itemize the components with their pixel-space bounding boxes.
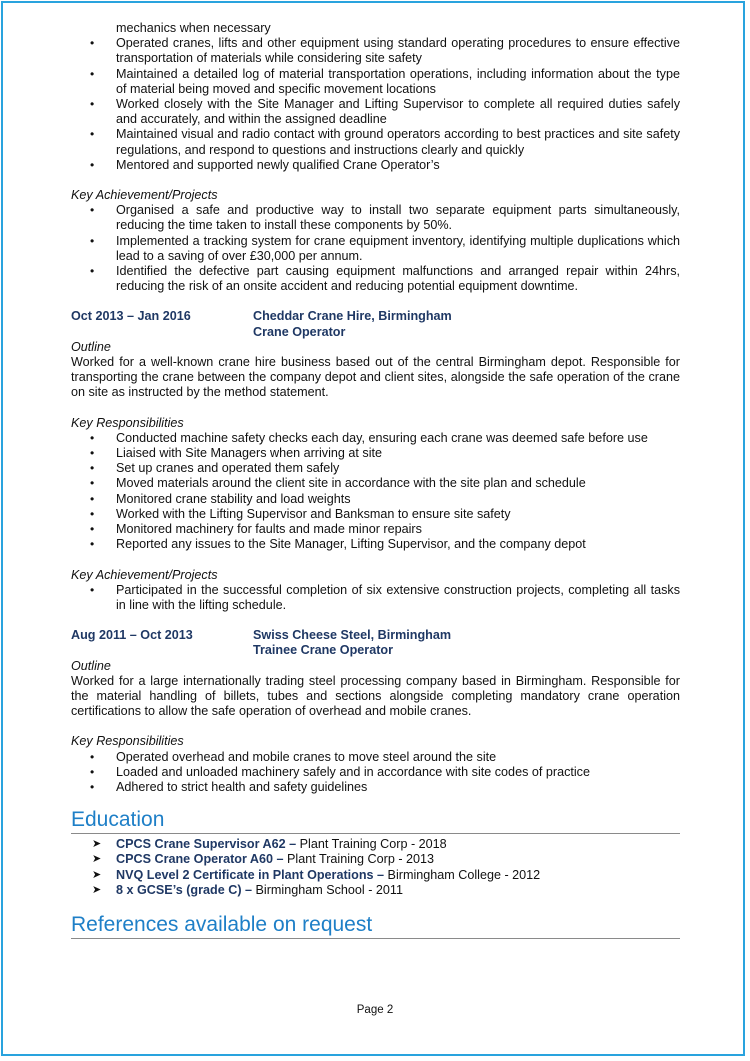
achievement-list	[71, 203, 680, 294]
subheading-responsibilities: Key Responsibilities	[71, 734, 184, 749]
qualification-dash: –	[285, 837, 297, 852]
list-item: • Maintained visual and radio contact with ground operators according to best practices and site safety regulations, and respond to questions and instructions clearly and quickly	[71, 127, 680, 157]
list-item: • Operated overhead and mobile cranes to move steel around the site	[71, 750, 680, 765]
education-item	[71, 837, 680, 852]
job-header	[71, 628, 680, 658]
qualification-dash: –	[273, 852, 284, 867]
qualification-dash: –	[373, 867, 385, 882]
subheading-achievements: Key Achievement/Projects	[71, 567, 218, 582]
list-item: • Participated in the successful completion of six extensive construction projects, completing all tasks in line with the lifting schedule.	[71, 583, 680, 613]
list-item: • Worked closely with the Site Manager and Lifting Supervisor to complete all required duties safely and accurately, and within the assigned deadline	[71, 97, 680, 127]
education-item	[71, 868, 680, 883]
job-title: Crane Operator	[253, 324, 346, 339]
list-item: • Monitored machinery for faults and made minor repairs	[71, 522, 680, 537]
subheading-outline: Outline	[71, 339, 111, 354]
arrow-right-icon: ➤	[92, 838, 102, 851]
qualification-name: 8 x GCSE’s (grade C)	[116, 882, 242, 897]
list-item: • Maintained a detailed log of material transportation operations, including information about the type of material being moved and specific movement locations	[71, 67, 680, 97]
qualification-dash: –	[241, 882, 253, 897]
job-details	[253, 309, 452, 339]
education-item	[71, 883, 680, 898]
job-employer: Swiss Cheese Steel, Birmingham	[253, 628, 452, 643]
list-item: • Conducted machine safety checks each day, ensuring each crane was deemed safe before use	[71, 431, 680, 446]
qualification-name: NVQ Level 2 Certificate in Plant Operations	[116, 867, 374, 882]
achievement-list	[71, 583, 680, 613]
job-title: Trainee Crane Operator	[253, 643, 393, 658]
list-item: • Set up cranes and operated them safely	[71, 461, 680, 476]
arrow-right-icon: ➤	[92, 883, 102, 896]
list-item: • Liaised with Site Managers when arriving at site	[71, 446, 680, 461]
qualification-detail: Birmingham School - 2011	[252, 882, 403, 897]
list-item: • Organised a safe and productive way to install two separate equipment parts simultaneously, reducing the time taken to install these components by 50%.	[71, 203, 680, 233]
qualification-detail: Birmingham College - 2012	[384, 867, 541, 882]
subheading-responsibilities: Key Responsibilities	[71, 415, 184, 430]
list-item: • Moved materials around the client site in accordance with the site plan and schedule	[71, 476, 680, 491]
resume-content	[71, 21, 680, 939]
job-header	[71, 309, 680, 339]
job-dates: Aug 2011 – Oct 2013	[71, 628, 193, 643]
responsibility-list	[71, 431, 680, 553]
list-item: • Loaded and unloaded machinery safely and in accordance with site codes of practice	[71, 765, 680, 780]
job-dates: Oct 2013 – Jan 2016	[71, 309, 191, 324]
list-item: • Worked with the Lifting Supervisor and Banksman to ensure site safety	[71, 507, 680, 522]
list-item: • Identified the defective part causing equipment malfunctions and arranged repair within 24hrs, reducing the risk of an onsite accident and reducing potential equipment downtime.	[71, 264, 680, 294]
qualification-detail: Plant Training Corp - 2013	[283, 852, 435, 867]
responsibility-list	[71, 750, 680, 796]
qualification-name: CPCS Crane Operator A60	[116, 852, 274, 867]
responsibility-list	[71, 36, 680, 173]
arrow-right-icon: ➤	[92, 853, 102, 866]
list-item: • Implemented a tracking system for crane equipment inventory, identifying multiple duplications which lead to a saving of over £30,000 per annum.	[71, 234, 680, 264]
list-item: • Monitored crane stability and load weights	[71, 492, 680, 507]
arrow-right-icon: ➤	[92, 868, 102, 881]
job-details	[253, 628, 451, 658]
job-outline: Worked for a well-known crane hire business based out of the central Birmingham depot. Responsible for transporting the crane between the company depot and client sites, alongside the safe operation of the crane on site as instructed by the method statement.	[71, 355, 680, 400]
continuation-text: mechanics when necessary	[116, 21, 271, 35]
list-item: • Reported any issues to the Site Manager, Lifting Supervisor, and the company depot	[71, 537, 680, 552]
subheading-outline: Outline	[71, 658, 111, 673]
job-employer: Cheddar Crane Hire, Birmingham	[253, 309, 452, 324]
education-heading: Education	[71, 808, 680, 834]
list-item: • Mentored and supported newly qualified Crane Operator’s	[71, 158, 680, 173]
education-item	[71, 852, 680, 867]
page-number: Page 2	[356, 1004, 394, 1016]
subheading-achievements: Key Achievement/Projects	[71, 188, 218, 203]
qualification-name: CPCS Crane Supervisor A62	[116, 837, 286, 852]
education-list	[71, 837, 680, 898]
references-heading: References available on request	[71, 913, 680, 939]
list-item: • Adhered to strict health and safety guidelines	[71, 780, 680, 795]
list-item: • Operated cranes, lifts and other equipment using standard operating procedures to ensure effective transportation of materials while considering site safety	[71, 36, 680, 66]
qualification-detail: Plant Training Corp - 2018	[296, 837, 447, 852]
job-outline: Worked for a large internationally trading steel processing company based in Birmingham. Responsible for the material handling of billets, tubes and sections alongside completing mandatory crane operation certifications to allow the safe operation of overhead and mobile cranes.	[71, 673, 680, 719]
